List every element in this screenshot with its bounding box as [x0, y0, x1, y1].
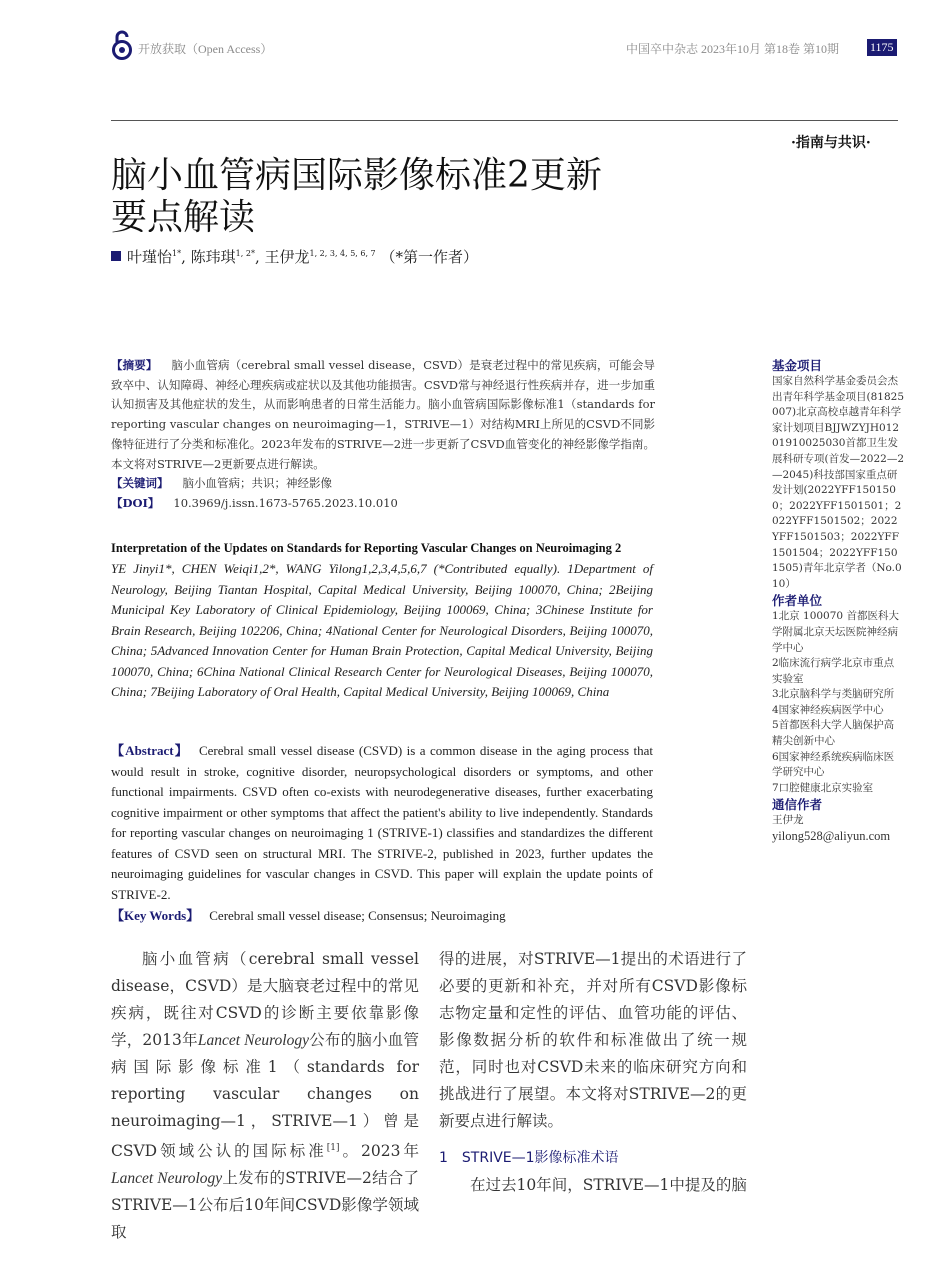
doi [111, 494, 655, 514]
affiliation-4: 4国家神经疾病医学中心 [772, 703, 884, 716]
title-line-1: 脑小血管病国际影像标准2更新 [111, 155, 602, 196]
section-1-heading: 1 STRIVE—1影像标准术语 [439, 1150, 619, 1166]
affiliation-1: 1北京 100070 首都医科大学附属北京天坛医院神经病学中心 [772, 610, 899, 654]
english-keywords-label: 【Key Words】 [111, 908, 200, 923]
header-rule [111, 120, 898, 121]
body-text: 脑小血管病（cerebral small vessel disease，CSVD）是大脑衰老过程中的常见疾病，既往对CSVD的诊断主要依靠影像学，2013年 [111, 950, 419, 1049]
page-number: 1175 [867, 39, 897, 56]
author-3-sup: 1, 2, 3, 4, 5, 6, 7 [309, 249, 376, 258]
english-abstract [111, 741, 653, 905]
author-1-sup: 1* [172, 249, 182, 258]
body-text: 公布的脑小血管病国际影像标准1（standards for reporting vascular changes on neuroimaging—1，STRIVE—1）曾是CSVD领域公认的国际标准 [111, 1031, 419, 1161]
english-abstract-label: 【Abstract】 [111, 743, 189, 758]
corresponding-heading: 通信作者 [772, 797, 823, 813]
square-bullet-icon [111, 251, 121, 261]
body-paragraph: 得的进展，对STRIVE—1提出的术语进行了必要的更新和补充，并对所有CSVD影像标志物定量和定性的评估、血管功能的评估、影像数据分析的软件和标准做出了统一规范，同时也对CSVD未来的临床研究方向和挑战进行了展望。本文将对STRIVE—2的更新要点进行解读。 [439, 950, 747, 1130]
doi-label: 【DOI】 [111, 495, 160, 510]
title-line-2: 要点解读 [111, 197, 256, 238]
section-label: ·指南与共识· [791, 135, 871, 151]
open-access-label: 开放获取（Open Access） [138, 42, 273, 56]
fund-heading: 基金项目 [772, 358, 823, 373]
affiliation-6: 6国家神经系统疾病临床医学研究中心 [772, 750, 895, 779]
sidebar [772, 357, 904, 845]
corresponding-email[interactable]: yilong528@aliyun.com [772, 829, 891, 844]
doi-text: 10.3969/j.issn.1673-5765.2023.10.010 [173, 495, 398, 510]
affiliation-2: 2临床流行病学北京市重点实验室 [772, 657, 895, 685]
author-line: 叶瑾怡$^{1*}$, 陈玮琪$^{1, 2*}$, 王伊龙$^{1, 2, 3, 4, 5, 6, 7}$ （*第一作者） [111, 246, 478, 267]
body-paragraph [111, 946, 419, 1246]
journal-name: Lancet Neurology [111, 1170, 223, 1188]
cn-keywords-label: 【关键词】 [111, 476, 169, 491]
author-3: 王伊龙 [264, 248, 310, 266]
body-text: 上发布的STRIVE—2结合了STRIVE—1公布后10年间CSVD影像学领域取 [111, 1169, 419, 1242]
affiliation-3: 3北京脑科学与类脑研究所 [772, 688, 895, 701]
body-column-1 [111, 946, 419, 1246]
open-access-icon [111, 30, 133, 60]
affiliation-7: 7口腔健康北京实验室 [772, 781, 874, 794]
body-text: 。2023年 [339, 1142, 419, 1161]
corresponding-name: 王伊龙 [772, 814, 804, 827]
cn-keywords [111, 474, 655, 494]
english-keywords [111, 905, 506, 924]
english-abstract-text: Cerebral small vessel disease (CSVD) is a common disease in the aging process that would result in stroke, cognitive disorder, neuropsychological disorders or symptoms, and other functional impairments. CSVD often co-exists with neurodegenerative diseases, further exacerbating cognitive impairment or other symptoms that affect the patient's ability to live independently. Standards for reporting vascular changes on neuroimaging 1 (STRIVE-1) classifies and standardizes the different features of CSVD seen on structural MRI. The STRIVE-2, published in 2023, further updates the neuroimaging guidelines for vascular changes in CSVD. This paper will explain the update points of STRIVE-2. [111, 743, 653, 902]
article-title [111, 155, 671, 239]
cn-keywords-text: 脑小血管病；共识；神经影像 [182, 476, 332, 491]
english-keywords-text: Cerebral small vessel disease; Consensus; Neuroimaging [209, 908, 506, 923]
fund-text: 国家自然科学基金委员会杰出青年科学基金项目(81825007)北京高校卓越青年科学家计划项目BJJWZYJH01201910025030首都卫生发展科研专项(首发—2022—2—2045)科技部国家重点研发计划(2022YFF1501500；2022YFF1501501；2022YFF1501502；2022YFF1501503；2022YFF1501504；2022YFF1501505)青年北京学者（No.010） [772, 375, 904, 590]
body-paragraph: 在过去10年间，STRIVE—1中提及的脑 [470, 1176, 747, 1194]
author-1: 叶瑾怡 [127, 248, 173, 266]
cn-abstract-label: 【摘要】 [111, 358, 158, 372]
cn-abstract [111, 356, 655, 514]
journal-name: Lancet Neurology [197, 1032, 309, 1049]
cn-abstract-text: 脑小血管病（cerebral small vessel disease，CSVD）是衰老过程中的常见疾病，可能会导致卒中、认知障碍、神经心理疾病或症状以及其他功能损害。CSVD常与神经退行性疾病并存，进一步加重认知损害及其他症状的发生，从而影响患者的日常生活能力。脑小血管病国际影像标准1（standards for reporting vascular changes on neuroimaging—1，STRIVE—1）对结构MRI上所见的CSVD不同影像特征进行了分类和标准化。2023年发布的STRIVE—2进一步更新了CSVD血管变化的神经影像学指南。本文将对STRIVE—2更新要点进行解读。 [111, 358, 655, 471]
affiliation-5: 5首都医科大学人脑保护高精尖创新中心 [772, 719, 895, 748]
author-2: 陈玮琪 [190, 248, 236, 266]
citation[interactable]: [1] [326, 1143, 340, 1153]
affiliation-heading: 作者单位 [772, 593, 823, 609]
author-2-sup: 1, 2* [235, 249, 255, 258]
english-title: Interpretation of the Updates on Standards for Reporting Vascular Changes on Neuroimaging 2 [111, 541, 622, 555]
english-authors-affiliations: YE Jinyi1*, CHEN Weiqi1,2*, WANG Yilong1,2,3,4,5,6,7 (*Contributed equally). 1Department of Neurology, Beijing Tiantan Hospital, Capital Medical University, Beijing 100070, China; 2Beijing Municipal Key Laboratory of Clinical Epidemiology, Beijing 100069, China; 3Chinese Institute for Brain Research, Beijing 102206, China; 4National Center for Neurological Disorders, Beijing 100070, China; 5Advanced Innovation Center for Human Brain Protection, Capital Medical University, Beijing 100070, China; 6China National Clinical Research Center for Neurological Diseases, Beijing 100070, China; 7Beijing Laboratory of Oral Health, Capital Medical University, Beijing 100069, China [111, 561, 653, 699]
body-column-2 [439, 946, 747, 1199]
journal-info: 中国卒中杂志 2023年10月 第18卷 第10期 [626, 42, 840, 56]
author-note: （*第一作者） [380, 248, 478, 266]
